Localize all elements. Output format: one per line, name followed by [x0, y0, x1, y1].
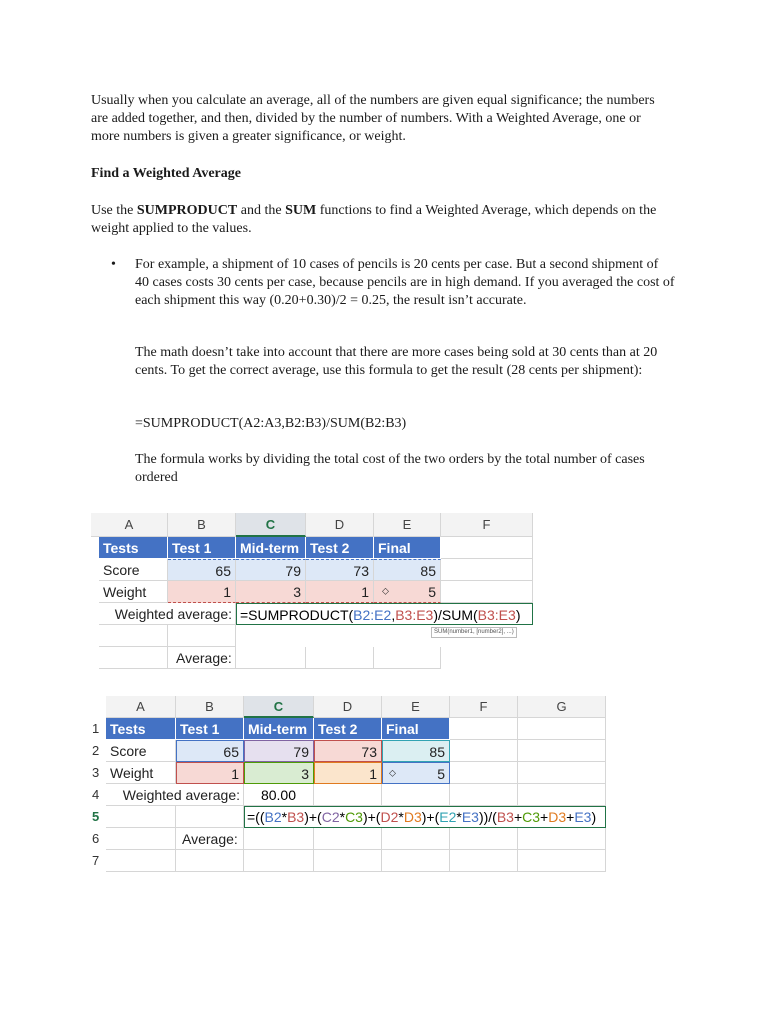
cell-test2-header[interactable]: Test 2	[314, 718, 382, 740]
cell-test1-header[interactable]: Test 1	[176, 718, 244, 740]
cell-empty[interactable]	[244, 850, 314, 872]
column-header-d[interactable]: D	[306, 513, 374, 537]
formula-text: ))/(	[478, 809, 497, 825]
formula-text: )	[591, 809, 597, 825]
formula-ref: C3	[522, 809, 541, 825]
para-mid: and the	[237, 203, 286, 218]
column-header-f[interactable]: F	[450, 696, 518, 718]
cell-weight-test2[interactable]: 1	[306, 581, 374, 603]
formula-ref: D3	[548, 809, 567, 825]
cell-score-test2[interactable]: 73	[306, 559, 374, 581]
formula-text: )+(	[362, 809, 381, 825]
formula-text: =((	[247, 809, 265, 825]
formula-ref: C2	[321, 809, 340, 825]
cell-empty[interactable]	[314, 828, 382, 850]
cell-empty[interactable]	[176, 850, 244, 872]
cell-empty[interactable]	[450, 784, 518, 806]
cell-empty[interactable]	[441, 581, 533, 603]
cell-average-label[interactable]: Average:	[168, 647, 236, 669]
formula-text: =SUMPRODUCT(	[240, 607, 354, 623]
cell-weight-test1[interactable]: 1	[176, 762, 244, 784]
section-heading: Find a Weighted Average	[91, 166, 241, 181]
column-header-a[interactable]: A	[91, 513, 168, 537]
cell-average-label[interactable]: Average:	[176, 828, 244, 850]
formula-text: *	[339, 809, 346, 825]
cell-weight-final-value: 5	[428, 584, 436, 600]
cell-weight-test2[interactable]: 1	[314, 762, 382, 784]
cell-empty[interactable]	[518, 718, 606, 740]
column-header-e[interactable]: E	[374, 513, 441, 537]
cell-empty[interactable]	[382, 784, 450, 806]
cell-tests-header[interactable]: Tests	[99, 537, 168, 559]
row-header-7[interactable]: 7	[92, 853, 100, 868]
formula-ref: C3	[345, 809, 363, 825]
cell-empty[interactable]	[518, 828, 606, 850]
formula-ref: B3	[287, 809, 305, 825]
cell-weighted-average-value[interactable]: 80.00	[244, 784, 314, 806]
formula-text: *	[456, 809, 462, 825]
formula-ref: D2	[380, 809, 399, 825]
cell-empty[interactable]	[441, 537, 533, 559]
column-header-f[interactable]: F	[441, 513, 533, 537]
formula-text: +	[566, 809, 575, 825]
cell-weight-midterm[interactable]: 3	[244, 762, 314, 784]
formula-text: )+(	[421, 809, 440, 825]
formula-text: *	[281, 809, 288, 825]
cell-empty[interactable]	[236, 647, 306, 669]
para-post: functions to find a Weighted Average, which depends on the weight applied to the values.	[91, 203, 657, 236]
cell-empty[interactable]	[168, 625, 236, 647]
cell-score-label[interactable]: Score	[106, 740, 176, 762]
cell-empty[interactable]	[374, 647, 441, 669]
cell-empty[interactable]	[518, 850, 606, 872]
formula-range-scores: B2:E2	[353, 607, 392, 623]
para-pre: Use the	[91, 203, 137, 218]
row-header-5[interactable]: 5	[92, 809, 100, 824]
formula-range-weights: B3:E3	[395, 607, 434, 623]
formula-text: +	[513, 809, 523, 825]
column-header-c[interactable]: C	[236, 513, 306, 537]
cell-empty[interactable]	[518, 784, 606, 806]
cell-weighted-average-label[interactable]: Weighted average:	[106, 784, 244, 806]
cell-empty[interactable]	[450, 762, 518, 784]
formula-cell-manual[interactable]	[244, 806, 606, 828]
cell-weighted-average-label[interactable]: Weighted average:	[99, 603, 236, 625]
formula-text: )/SUM(	[433, 607, 478, 623]
cell-midterm-header[interactable]: Mid-term	[244, 718, 314, 740]
column-header-b[interactable]: B	[176, 696, 244, 718]
cell-weight-label[interactable]: Weight	[106, 762, 176, 784]
cell-empty[interactable]	[176, 806, 244, 828]
cell-weight-final[interactable]	[382, 762, 450, 784]
cell-weight-label[interactable]: Weight	[99, 581, 168, 603]
formula-text: +	[540, 809, 549, 825]
cell-empty[interactable]	[106, 828, 176, 850]
cell-score-final[interactable]: 85	[374, 559, 441, 581]
cell-empty[interactable]	[314, 850, 382, 872]
row-header-4[interactable]: 4	[92, 787, 100, 802]
cell-test1-header[interactable]: Test 1	[168, 537, 236, 559]
cell-empty[interactable]	[450, 718, 518, 740]
spreadsheet-manual-formula	[91, 692, 606, 877]
cell-empty[interactable]	[441, 559, 533, 581]
cell-weight-final-value: 5	[437, 766, 445, 782]
cell-score-midterm[interactable]: 79	[244, 740, 314, 762]
row-header-6[interactable]: 6	[92, 831, 100, 846]
column-header-d[interactable]: D	[314, 696, 382, 718]
cell-weight-final[interactable]	[374, 581, 441, 603]
formula-ref: D3	[403, 809, 422, 825]
row-header-3[interactable]: 3	[92, 765, 100, 780]
row-header-1[interactable]: 1	[92, 721, 100, 736]
sum-keyword: SUM	[285, 203, 317, 218]
cell-score-test1[interactable]: 65	[176, 740, 244, 762]
cell-score-label[interactable]: Score	[99, 559, 168, 581]
column-header-g[interactable]: G	[518, 696, 606, 718]
cell-score-final[interactable]: 85	[382, 740, 450, 762]
column-header-c[interactable]: C	[244, 696, 314, 718]
formula-ref: E3	[461, 809, 479, 825]
cell-empty[interactable]	[450, 740, 518, 762]
cursor-icon: ⬦	[389, 768, 396, 779]
cell-empty[interactable]	[382, 828, 450, 850]
cell-empty[interactable]	[99, 647, 168, 669]
sumproduct-keyword: SUMPRODUCT	[136, 203, 238, 218]
formula-range-weights: B3:E3	[477, 607, 516, 623]
cell-empty[interactable]	[106, 806, 176, 828]
bullet-explanation: The math doesn’t take into account that there are more cases being sold at 30 cents than at 20 cents. To get the correct average, use this formula to get the result (28 cents per shipment):	[135, 345, 658, 378]
cell-weight-test1[interactable]: 1	[168, 581, 236, 603]
cell-midterm-header[interactable]: Mid-term	[236, 537, 306, 559]
cell-empty[interactable]	[450, 828, 518, 850]
cell-empty[interactable]	[99, 625, 168, 647]
row-header-2[interactable]: 2	[92, 743, 100, 758]
column-header-a[interactable]: A	[106, 696, 176, 718]
cell-test2-header[interactable]: Test 2	[306, 537, 374, 559]
column-header-b[interactable]: B	[168, 513, 236, 537]
cell-empty[interactable]	[106, 850, 176, 872]
function-tooltip: SUM(number1, [number2], ...)	[431, 627, 517, 638]
cell-empty[interactable]	[382, 850, 450, 872]
bullet-example: For example, a shipment of 10 cases of pencils is 20 cents per case. But a second shipment of 40 cases costs 30 cents per case, because pencils are in high demand. If you averaged the cost of each shipment this way (0.20+0.30)/2 = 0.25, the result isn’t accurate.	[135, 257, 675, 308]
bullet-icon: •	[111, 257, 116, 272]
cell-score-midterm[interactable]: 79	[236, 559, 306, 581]
formula-ref: B3	[496, 809, 514, 825]
formula-text: )+(	[304, 809, 322, 825]
column-header-e[interactable]: E	[382, 696, 450, 718]
cell-empty[interactable]	[518, 740, 606, 762]
formula-text: )	[515, 607, 521, 623]
cell-empty[interactable]	[450, 850, 518, 872]
cell-empty[interactable]	[518, 762, 606, 784]
cell-empty[interactable]	[306, 647, 374, 669]
formula-ref: B2	[264, 809, 282, 825]
cell-final-header[interactable]: Final	[374, 537, 441, 559]
formula-ref: E3	[574, 809, 592, 825]
formula-cell-sumproduct[interactable]	[236, 603, 533, 625]
cell-final-header[interactable]: Final	[382, 718, 450, 740]
formula-text: *	[398, 809, 404, 825]
cell-empty[interactable]	[314, 784, 382, 806]
formula-ref: E2	[439, 809, 457, 825]
intro-paragraph: Usually when you calculate an average, all of the numbers are given equal significance; the numbers are added together, and then, divided by the number of numbers. With a Weighted Average, one or more numbers is given a greater significance, or weight.	[91, 93, 655, 144]
cell-score-test2[interactable]: 73	[314, 740, 382, 762]
cell-weight-midterm[interactable]: 3	[236, 581, 306, 603]
cell-empty[interactable]	[244, 828, 314, 850]
cursor-icon: ⬦	[382, 586, 389, 597]
bullet-how-it-works: The formula works by dividing the total cost of the two orders by the total number of cases ordered	[135, 452, 645, 485]
formula-text: ,	[391, 607, 396, 623]
spreadsheet-sumproduct	[91, 507, 533, 677]
bullet-formula: =SUMPRODUCT(A2:A3,B2:B3)/SUM(B2:B3)	[135, 416, 407, 431]
cell-score-test1[interactable]: 65	[168, 559, 236, 581]
cell-tests-header[interactable]: Tests	[106, 718, 176, 740]
sumproduct-paragraph	[91, 202, 676, 238]
